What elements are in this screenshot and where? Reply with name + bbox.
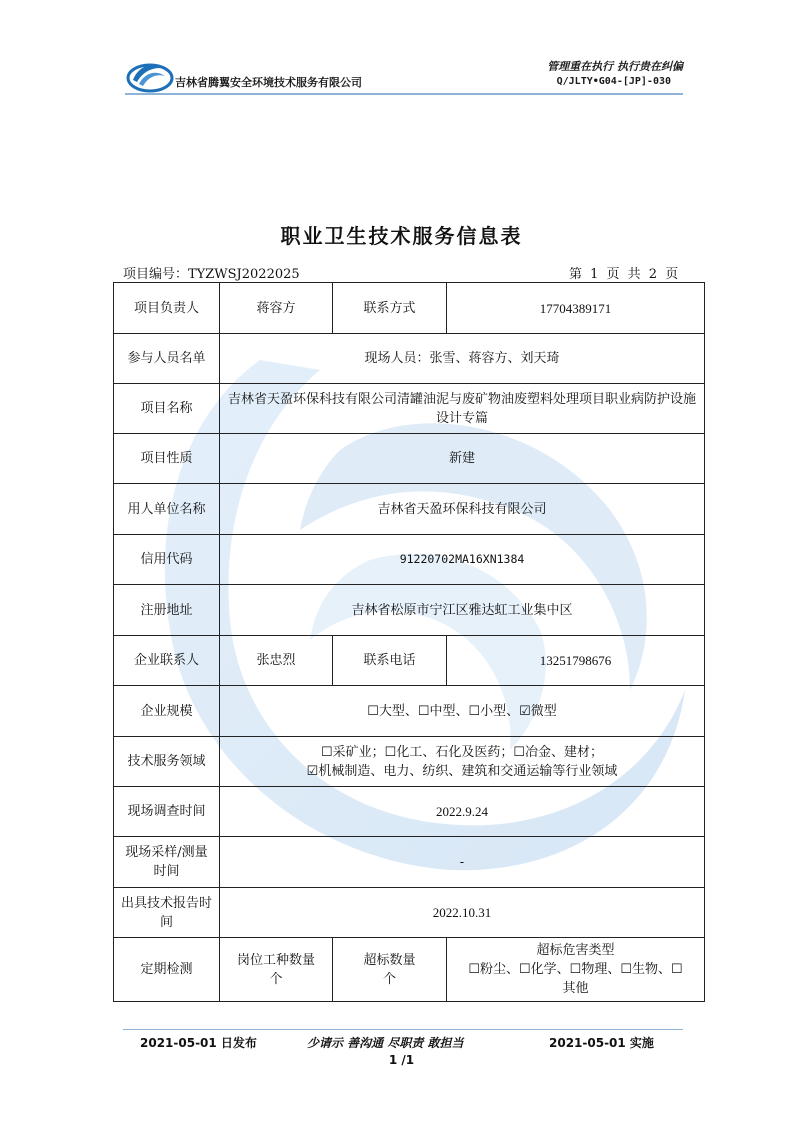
value-credit-code: 91220702MA16XN1384: [220, 535, 705, 585]
header-company-name: 吉林省腾翼安全环境技术服务有限公司: [175, 76, 362, 89]
header-rule: [125, 93, 683, 95]
label-enterprise-contact: 企业联系人: [114, 636, 220, 686]
table-row: [114, 384, 705, 434]
footer-issued-date: 2021-05-01 日发布: [140, 1036, 257, 1050]
label-contact: 联系方式: [333, 283, 447, 334]
table-row: [114, 686, 705, 737]
label-project-name: 项目名称: [114, 384, 220, 434]
label-participants: 参与人员名单: [114, 334, 220, 384]
label-report-time: 出具技术报告时间: [114, 888, 220, 938]
table-row: [114, 888, 705, 938]
table-row: [114, 636, 705, 686]
footer-effective-date: 2021-05-01 实施: [549, 1036, 654, 1050]
project-number: 项目编号：TYZWSJ2022025: [123, 267, 300, 282]
company-logo-icon: [125, 56, 175, 94]
label-credit-code: 信用代码: [114, 535, 220, 585]
value-project-leader: 蒋容方: [220, 283, 333, 334]
value-scale: ☐大型、☐中型、☐小型、☑微型: [220, 686, 705, 737]
exceed-count-unit: 个: [382, 971, 396, 987]
info-table: [113, 282, 705, 1002]
value-service-field: [220, 737, 705, 787]
value-employer: 吉林省天盈环保科技有限公司: [220, 484, 705, 535]
value-address: 吉林省松原市宁江区雅达虹工业集中区: [220, 585, 705, 636]
table-row: [114, 737, 705, 787]
value-post-count: [220, 938, 333, 1002]
value-hazard-types: [447, 938, 705, 1002]
label-survey-time: 现场调查时间: [114, 787, 220, 837]
label-phone: 联系电话: [333, 636, 447, 686]
page-title: 职业卫生技术服务信息表: [280, 224, 523, 248]
table-row: [114, 283, 705, 334]
label-periodic-testing: 定期检测: [114, 938, 220, 1002]
footer-rule: [123, 1029, 683, 1030]
label-sampling-time: 现场采样/测量时间: [114, 837, 220, 888]
value-sampling-time: -: [220, 837, 705, 888]
value-project-nature: 新建: [220, 434, 705, 484]
post-count-unit: 个: [269, 971, 283, 987]
post-count-label: 岗位工种数量: [236, 952, 315, 968]
value-project-name: 吉林省天盈环保科技有限公司清罐油泥与废矿物油废塑料处理项目职业病防护设施设计专篇: [220, 384, 705, 434]
table-row: [114, 535, 705, 585]
table-row: [114, 938, 705, 1002]
value-survey-time: 2022.9.24: [220, 787, 705, 837]
header-slogan: 管理重在执行 执行贵在纠偏: [547, 60, 683, 73]
label-scale: 企业规模: [114, 686, 220, 737]
table-row: [114, 334, 705, 384]
table-row: [114, 837, 705, 888]
value-report-time: 2022.10.31: [220, 888, 705, 938]
table-row: [114, 787, 705, 837]
value-exceed-count: [333, 938, 447, 1002]
footer-page-number: 1 /1: [388, 1053, 415, 1067]
service-field-line-2: ☑机械制造、电力、纺织、建筑和交通运输等行业领域: [306, 763, 618, 779]
exceed-count-label: 超标数量: [363, 952, 416, 968]
label-address: 注册地址: [114, 585, 220, 636]
hazard-types-other: 其他: [562, 981, 589, 996]
table-row: [114, 585, 705, 636]
service-field-line-1: ☐采矿业；☐化工、石化及医药；☐冶金、建材；: [321, 744, 603, 760]
table-row: [114, 434, 705, 484]
footer-motto: 少请示 善沟通 尽职责 敢担当: [307, 1036, 464, 1050]
value-contact: 17704389171: [447, 283, 705, 334]
value-participants: 现场人员：张雪、蒋容方、刘天琦: [220, 334, 705, 384]
value-phone: 13251798676: [447, 636, 705, 686]
label-project-leader: 项目负责人: [114, 283, 220, 334]
table-row: [114, 484, 705, 535]
header-doc-code: Q/JLTY•G04-[JP]-030: [556, 76, 671, 87]
value-enterprise-contact: 张忠烈: [220, 636, 333, 686]
page-indicator: 第 1 页 共 2 页: [569, 267, 679, 282]
label-service-field: 技术服务领域: [114, 737, 220, 787]
hazard-types-options: ☐粉尘、☐化学、☐物理、☐生物、☐: [468, 962, 683, 977]
label-project-nature: 项目性质: [114, 434, 220, 484]
label-employer: 用人单位名称: [114, 484, 220, 535]
hazard-types-label: 超标危害类型: [536, 943, 615, 958]
